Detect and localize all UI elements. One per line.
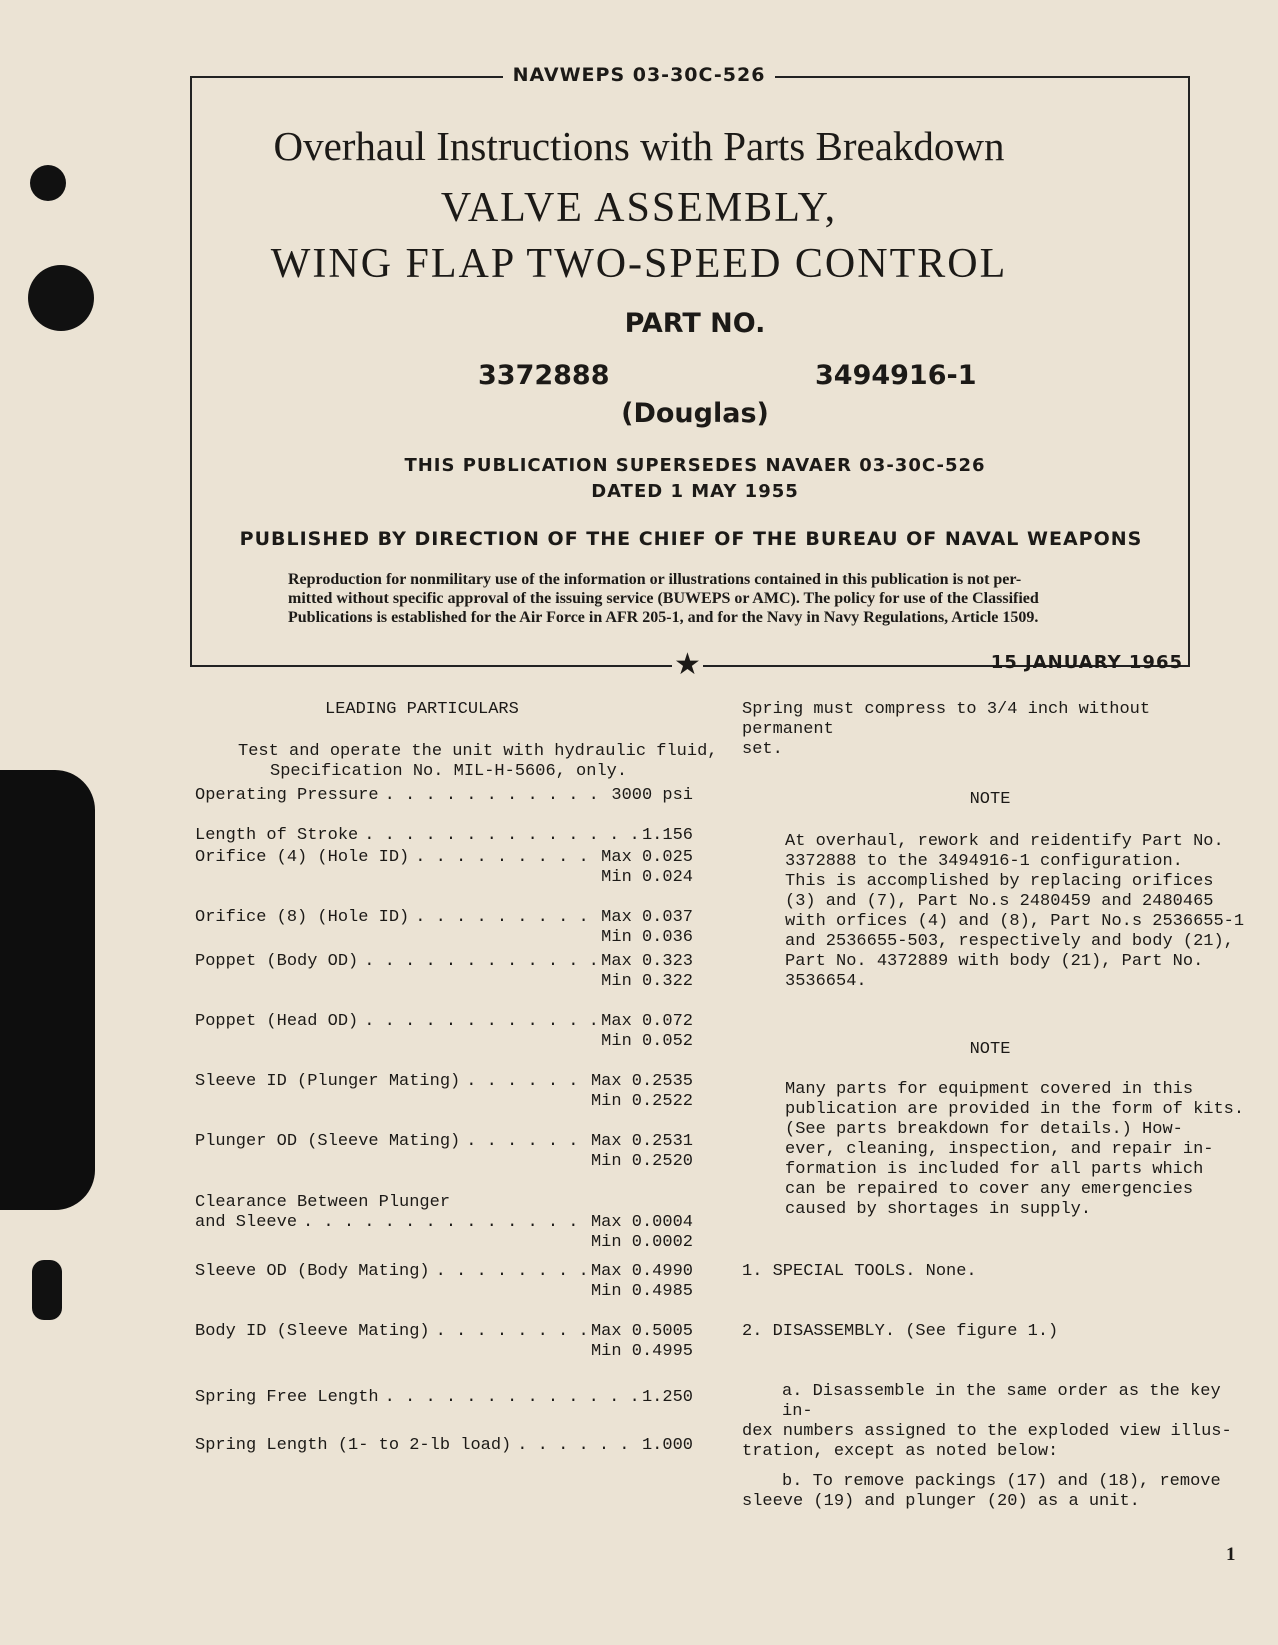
leader-dots	[517, 1436, 636, 1456]
leader-dots	[364, 1012, 595, 1032]
spec-row	[195, 1213, 693, 1233]
leader-dots	[415, 848, 595, 868]
spec-item	[195, 1072, 693, 1112]
text-line: can be repaired to cover any emergencies	[785, 1180, 1194, 1199]
spec-label: Poppet (Body OD)	[195, 952, 359, 971]
spec-item	[195, 1436, 693, 1456]
text-line: and 2536655-503, respectively and body (21),	[785, 932, 1234, 951]
text-line: b. To remove packings (17) and (18), remove	[782, 1472, 1221, 1491]
leader-dots	[466, 1072, 585, 1092]
page-number: 1	[1226, 1544, 1236, 1565]
spec-value: Max 0.025	[601, 848, 693, 867]
spec-min-value: Min 0.2520	[590, 1152, 693, 1171]
spec-min-value: Min 0.4995	[590, 1342, 693, 1361]
supersedes-line-2: DATED 1 MAY 1955	[591, 481, 799, 502]
spec-min-value: Min 0.024	[601, 868, 693, 887]
spec-label: Body ID (Sleeve Mating)	[195, 1322, 430, 1341]
text-line: Many parts for equipment covered in this	[785, 1080, 1194, 1099]
spec-item	[195, 1193, 693, 1253]
title-line-3: WING FLAP TWO-SPEED CONTROL	[270, 241, 1008, 287]
spec-value: Max 0.0004	[590, 1213, 693, 1232]
spec-value: 1.250	[641, 1388, 693, 1407]
text-line: This is accomplished by replacing orifices	[785, 872, 1214, 891]
spec-row	[195, 1132, 693, 1152]
spec-min-value: Min 0.322	[601, 972, 693, 991]
spring-compress-text	[742, 700, 1242, 760]
spec-label: Spring Free Length	[195, 1388, 379, 1407]
spec-value: Max 0.5005	[590, 1322, 693, 1341]
text-line: publication are provided in the form of kits.	[785, 1100, 1245, 1119]
spec-row	[195, 786, 693, 806]
document-code: NAVWEPS 03-30C-526	[0, 64, 1278, 86]
spec-row	[195, 908, 693, 928]
spec-min-value: Min 0.036	[601, 928, 693, 947]
spec-value: Max 0.2531	[590, 1132, 693, 1151]
spec-min-value: Min 0.052	[601, 1032, 693, 1051]
section-disassembly: 2. DISASSEMBLY. (See figure 1.)	[742, 1322, 1059, 1341]
binding-hole	[32, 1260, 62, 1320]
part-no-label: PART NO.	[624, 308, 766, 339]
spec-label: Orifice (4) (Hole ID)	[195, 848, 410, 867]
spec-label: Length of Stroke	[195, 826, 359, 845]
leader-dots	[364, 952, 595, 972]
spec-item	[195, 1322, 693, 1362]
part-number-1: 3372888	[478, 360, 610, 391]
spec-row	[195, 952, 693, 972]
spec-row	[195, 848, 693, 868]
text-line: sleeve (19) and plunger (20) as a unit.	[742, 1492, 1140, 1511]
leader-dots	[364, 826, 636, 846]
spec-label: Orifice (8) (Hole ID)	[195, 908, 410, 927]
spec-row	[195, 1072, 693, 1092]
star-icon: ★	[674, 648, 701, 681]
leader-dots	[415, 908, 595, 928]
text-line: Spring must compress to 3/4 inch without permanent	[742, 700, 1151, 739]
leader-dots	[385, 1388, 636, 1408]
step-a	[742, 1382, 1242, 1462]
text-line: ever, cleaning, inspection, and repair in-	[785, 1140, 1214, 1159]
text-line: 3372888 to the 3494916-1 configuration.	[785, 852, 1183, 871]
leader-dots	[385, 786, 606, 806]
notice-line: mitted without specific approval of the issuing service (BUWEPS or AMC). The policy for use of the Classified	[288, 590, 1039, 607]
leader-dots	[436, 1322, 585, 1342]
note-2-body	[785, 1080, 1245, 1220]
spec-item	[195, 826, 693, 846]
spec-item	[195, 1262, 693, 1302]
spec-value: Max 0.037	[601, 908, 693, 927]
spec-label: and Sleeve	[195, 1213, 298, 1232]
spec-label: Poppet (Head OD)	[195, 1012, 359, 1031]
notice-line: Reproduction for nonmilitary use of the information or illustrations contained in this publication is not per-	[288, 571, 1022, 588]
spec-value: Max 0.323	[601, 952, 693, 971]
text-line: tration, except as noted below:	[742, 1442, 1059, 1461]
leading-particulars-heading: LEADING PARTICULARS	[325, 700, 519, 719]
spec-value: 1.156	[641, 826, 693, 845]
spec-min-value: Min 0.2522	[590, 1092, 693, 1111]
spec-row	[195, 1388, 693, 1408]
section-special-tools: 1. SPECIAL TOOLS. None.	[742, 1262, 977, 1281]
publication-date: 15 JANUARY 1965	[990, 652, 1183, 673]
spec-item	[195, 908, 693, 948]
spec-item	[195, 786, 693, 806]
binding-edge-shadow	[0, 770, 95, 1210]
leader-dots	[436, 1262, 585, 1282]
spec-item	[195, 1012, 693, 1052]
spec-value: Max 0.2535	[590, 1072, 693, 1091]
text-line: set.	[742, 740, 783, 759]
spec-item	[195, 848, 693, 888]
note-1-heading: NOTE	[969, 790, 1011, 809]
spec-label: Plunger OD (Sleeve Mating)	[195, 1132, 461, 1151]
spec-value: Max 0.072	[601, 1012, 693, 1031]
published-by: PUBLISHED BY DIRECTION OF THE CHIEF OF THE BUREAU OF NAVAL WEAPONS	[239, 528, 1143, 550]
spec-row	[195, 1436, 693, 1456]
step-b	[742, 1472, 1242, 1512]
text-line: At overhaul, rework and reidentify Part No.	[785, 832, 1224, 851]
spec-label: Sleeve OD (Body Mating)	[195, 1262, 430, 1281]
spec-item	[195, 1388, 693, 1408]
intro-line: Test and operate the unit with hydraulic fluid,	[238, 742, 718, 761]
text-line: 3536654.	[785, 972, 867, 991]
spec-value: 1.000	[641, 1436, 693, 1455]
text-line: (3) and (7), Part No.s 2480459 and 2480465	[785, 892, 1214, 911]
spec-label-pre: Clearance Between Plunger	[195, 1193, 451, 1212]
note-1-body	[785, 832, 1245, 992]
intro-line: Specification No. MIL-H-5606, only.	[270, 762, 628, 781]
text-line: with orfices (4) and (8), Part No.s 2536655-1	[785, 912, 1245, 931]
spec-item	[195, 1132, 693, 1172]
manufacturer: (Douglas)	[621, 398, 769, 429]
reproduction-notice	[288, 570, 1148, 627]
spec-min-value: Min 0.0002	[590, 1233, 693, 1252]
spec-label: Sleeve ID (Plunger Mating)	[195, 1072, 461, 1091]
title-line-1: Overhaul Instructions with Parts Breakdown	[273, 123, 1005, 169]
title-line-2: VALVE ASSEMBLY,	[440, 185, 838, 231]
text-line: formation is included for all parts which	[785, 1160, 1204, 1179]
spec-row	[195, 1322, 693, 1342]
spec-label: Spring Length (1- to 2-lb load)	[195, 1436, 512, 1455]
spec-min-value: Min 0.4985	[590, 1282, 693, 1301]
part-number-2: 3494916-1	[815, 360, 977, 391]
spec-item	[195, 952, 693, 992]
leader-dots	[303, 1213, 585, 1233]
spec-row	[195, 826, 693, 846]
notice-line: Publications is established for the Air Force in AFR 205-1, and for the Navy in Navy Regulations, Article 1509.	[288, 609, 1039, 626]
supersedes-line-1: THIS PUBLICATION SUPERSEDES NAVAER 03-30C-526	[404, 455, 986, 476]
spec-row	[195, 1012, 693, 1032]
spec-label: Operating Pressure	[195, 786, 379, 805]
leader-dots	[466, 1132, 585, 1152]
text-line: Part No. 4372889 with body (21), Part No.	[785, 952, 1204, 971]
text-line: (See parts breakdown for details.) How-	[785, 1120, 1183, 1139]
spec-value: Max 0.4990	[590, 1262, 693, 1281]
spec-row	[195, 1262, 693, 1282]
text-line: caused by shortages in supply.	[785, 1200, 1092, 1219]
text-line: dex numbers assigned to the exploded view illus-	[742, 1422, 1232, 1441]
note-2-heading: NOTE	[969, 1040, 1011, 1059]
text-line: a. Disassemble in the same order as the key in-	[782, 1382, 1221, 1421]
spec-value: 3000 psi	[611, 786, 693, 805]
